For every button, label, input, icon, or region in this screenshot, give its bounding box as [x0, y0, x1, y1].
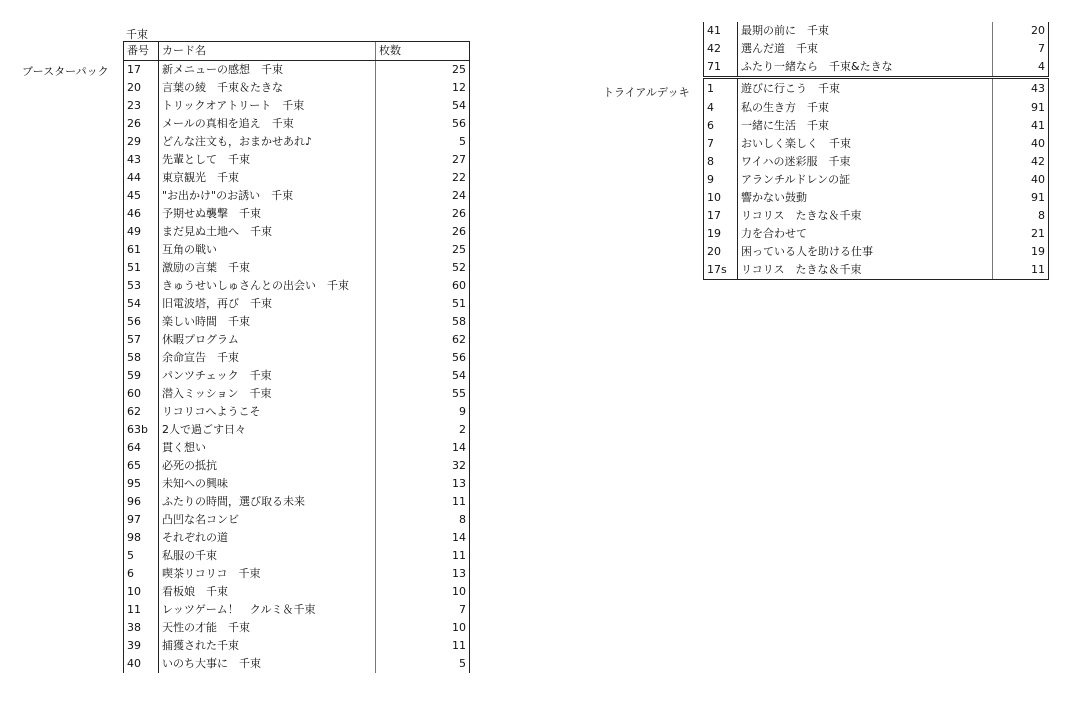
- card-name: まだ見ぬ土地へ 千束: [159, 223, 376, 241]
- card-count: 11: [993, 261, 1049, 280]
- card-name: 休暇プログラム: [159, 331, 376, 349]
- card-name: 天性の才能 千束: [159, 619, 376, 637]
- card-count: 42: [993, 153, 1049, 171]
- card-number: 54: [124, 295, 159, 313]
- card-number: 43: [124, 151, 159, 169]
- card-name: 私の生き方 千束: [738, 99, 993, 117]
- booster-card-table: [123, 41, 470, 673]
- card-number: 65: [124, 457, 159, 475]
- table-row: [124, 295, 470, 313]
- table-row: [124, 277, 470, 295]
- card-name: 選んだ道 千束: [738, 40, 993, 58]
- card-name: 私服の千束: [159, 547, 376, 565]
- table-row: [124, 349, 470, 367]
- card-count: 11: [376, 547, 470, 565]
- card-number: 63b: [124, 421, 159, 439]
- card-number: 20: [704, 243, 738, 261]
- card-number: 7: [704, 135, 738, 153]
- card-count: 41: [993, 117, 1049, 135]
- table-row: [704, 99, 1049, 117]
- card-count: 91: [993, 189, 1049, 207]
- table-row: [124, 97, 470, 115]
- card-name: いのち大事に 千束: [159, 655, 376, 673]
- table-row: [124, 547, 470, 565]
- table-row: [124, 439, 470, 457]
- card-number: 56: [124, 313, 159, 331]
- card-number: 44: [124, 169, 159, 187]
- card-count: 9: [376, 403, 470, 421]
- card-name: リコリス たきな＆千束: [738, 207, 993, 225]
- card-number: 17s: [704, 261, 738, 280]
- card-count: 11: [376, 493, 470, 511]
- card-count: 14: [376, 529, 470, 547]
- card-name: リコリコへようこそ: [159, 403, 376, 421]
- card-count: 54: [376, 367, 470, 385]
- card-name: 新メニューの感想 千束: [159, 61, 376, 80]
- card-name: パンツチェック 千束: [159, 367, 376, 385]
- card-name: 旧電波塔，再び 千束: [159, 295, 376, 313]
- card-name: どんな注文も，おまかせあれ♪: [159, 133, 376, 151]
- card-name: ふたりの時間，選び取る未来: [159, 493, 376, 511]
- card-name: 先輩として 千束: [159, 151, 376, 169]
- card-count: 8: [376, 511, 470, 529]
- section-label-booster: ブースターパック: [22, 65, 109, 78]
- table-row: [704, 243, 1049, 261]
- card-count: 52: [376, 259, 470, 277]
- table-row: [124, 511, 470, 529]
- table-row: [124, 601, 470, 619]
- table-row: [704, 78, 1049, 100]
- card-number: 58: [124, 349, 159, 367]
- card-name: "お出かけ"のお誘い 千束: [159, 187, 376, 205]
- table-row: [124, 583, 470, 601]
- card-name: 余命宣告 千束: [159, 349, 376, 367]
- table-row: [124, 313, 470, 331]
- card-number: 17: [124, 61, 159, 80]
- card-name: おいしく楽しく 千束: [738, 135, 993, 153]
- card-name: 遊びに行こう 千束: [738, 78, 993, 100]
- card-name: 潜入ミッション 千束: [159, 385, 376, 403]
- card-name: 困っている人を助ける仕事: [738, 243, 993, 261]
- table-row: [124, 493, 470, 511]
- card-name: 一緒に生活 千束: [738, 117, 993, 135]
- card-name: 響かない鼓動: [738, 189, 993, 207]
- card-name: ふたり一緒なら 千束&たきな: [738, 58, 993, 78]
- card-count: 56: [376, 349, 470, 367]
- card-count: 7: [993, 40, 1049, 58]
- header-count: 枚数: [376, 42, 470, 61]
- card-number: 59: [124, 367, 159, 385]
- header-card-name: カード名: [159, 42, 376, 61]
- table-row: [124, 565, 470, 583]
- table-row: [124, 619, 470, 637]
- card-name: 東京観光 千束: [159, 169, 376, 187]
- card-count: 4: [993, 58, 1049, 78]
- card-count: 40: [993, 135, 1049, 153]
- card-number: 64: [124, 439, 159, 457]
- header-number: 番号: [124, 42, 159, 61]
- card-name: 予期せぬ襲撃 千束: [159, 205, 376, 223]
- table-row: [124, 331, 470, 349]
- card-count: 21: [993, 225, 1049, 243]
- table-row: [124, 637, 470, 655]
- table-row: [704, 261, 1049, 280]
- card-count: 54: [376, 97, 470, 115]
- card-number: 51: [124, 259, 159, 277]
- card-name: 2人で過ごす日々: [159, 421, 376, 439]
- table-row: [124, 151, 470, 169]
- card-name: 楽しい時間 千束: [159, 313, 376, 331]
- card-name: きゅうせいしゅさんとの出会い 千束: [159, 277, 376, 295]
- card-number: 6: [124, 565, 159, 583]
- card-number: 38: [124, 619, 159, 637]
- card-name: メールの真相を追え 千束: [159, 115, 376, 133]
- card-number: 4: [704, 99, 738, 117]
- card-name: ワイハの迷彩服 千束: [738, 153, 993, 171]
- card-number: 53: [124, 277, 159, 295]
- table-row: [124, 403, 470, 421]
- card-name: 力を合わせて: [738, 225, 993, 243]
- card-number: 11: [124, 601, 159, 619]
- table-row: [124, 475, 470, 493]
- card-number: 1: [704, 78, 738, 100]
- card-count: 26: [376, 205, 470, 223]
- card-name: アランチルドレンの証: [738, 171, 993, 189]
- card-number: 9: [704, 171, 738, 189]
- card-count: 62: [376, 331, 470, 349]
- card-count: 8: [993, 207, 1049, 225]
- card-number: 20: [124, 79, 159, 97]
- card-name: 最期の前に 千束: [738, 22, 993, 40]
- table-row: [124, 187, 470, 205]
- card-number: 46: [124, 205, 159, 223]
- table-row: [704, 189, 1049, 207]
- sheet-title: 千束: [126, 28, 148, 41]
- card-count: 55: [376, 385, 470, 403]
- card-count: 40: [993, 171, 1049, 189]
- card-number: 98: [124, 529, 159, 547]
- card-count: 19: [993, 243, 1049, 261]
- card-count: 25: [376, 241, 470, 259]
- card-name: リコリス たきな＆千束: [738, 261, 993, 280]
- card-number: 60: [124, 385, 159, 403]
- card-count: 22: [376, 169, 470, 187]
- card-count: 13: [376, 565, 470, 583]
- card-number: 41: [704, 22, 738, 40]
- table-row: [124, 79, 470, 97]
- card-count: 51: [376, 295, 470, 313]
- card-number: 17: [704, 207, 738, 225]
- card-name: 未知への興味: [159, 475, 376, 493]
- section-label-trial: トライアルデッキ: [603, 86, 690, 99]
- table-row: [704, 153, 1049, 171]
- table-row: [704, 40, 1049, 58]
- table-row: [704, 58, 1049, 78]
- card-count: 58: [376, 313, 470, 331]
- card-count: 10: [376, 619, 470, 637]
- card-name: 必死の抵抗: [159, 457, 376, 475]
- card-count: 91: [993, 99, 1049, 117]
- trial-card-table: [703, 22, 1049, 280]
- card-name: 凸凹な名コンビ: [159, 511, 376, 529]
- card-count: 10: [376, 583, 470, 601]
- card-number: 23: [124, 97, 159, 115]
- card-count: 26: [376, 223, 470, 241]
- card-count: 5: [376, 655, 470, 673]
- table-row: [704, 135, 1049, 153]
- table-row: [124, 133, 470, 151]
- card-count: 32: [376, 457, 470, 475]
- card-number: 10: [704, 189, 738, 207]
- card-name: それぞれの道: [159, 529, 376, 547]
- card-number: 96: [124, 493, 159, 511]
- card-count: 7: [376, 601, 470, 619]
- card-name: 貫く想い: [159, 439, 376, 457]
- card-number: 8: [704, 153, 738, 171]
- card-count: 27: [376, 151, 470, 169]
- table-row: [124, 529, 470, 547]
- card-count: 14: [376, 439, 470, 457]
- table-row: [124, 115, 470, 133]
- card-number: 10: [124, 583, 159, 601]
- card-number: 26: [124, 115, 159, 133]
- table-row: [124, 457, 470, 475]
- table-row: [124, 259, 470, 277]
- card-count: 24: [376, 187, 470, 205]
- table-row: [124, 421, 470, 439]
- card-number: 71: [704, 58, 738, 78]
- table-header-row: [124, 42, 470, 61]
- card-number: 97: [124, 511, 159, 529]
- card-number: 61: [124, 241, 159, 259]
- card-count: 56: [376, 115, 470, 133]
- card-name: 言葉の綾 千束＆たきな: [159, 79, 376, 97]
- table-row: [124, 367, 470, 385]
- card-number: 42: [704, 40, 738, 58]
- card-number: 95: [124, 475, 159, 493]
- card-name: トリックオアトリート 千束: [159, 97, 376, 115]
- table-row: [124, 241, 470, 259]
- card-count: 5: [376, 133, 470, 151]
- card-number: 29: [124, 133, 159, 151]
- table-row: [124, 385, 470, 403]
- table-row: [124, 223, 470, 241]
- card-number: 40: [124, 655, 159, 673]
- card-number: 19: [704, 225, 738, 243]
- card-name: 喫茶リコリコ 千束: [159, 565, 376, 583]
- table-row: [704, 117, 1049, 135]
- card-count: 60: [376, 277, 470, 295]
- card-count: 2: [376, 421, 470, 439]
- card-count: 12: [376, 79, 470, 97]
- card-name: 互角の戦い: [159, 241, 376, 259]
- table-row: [124, 61, 470, 80]
- card-count: 11: [376, 637, 470, 655]
- card-name: 看板娘 千束: [159, 583, 376, 601]
- table-row: [704, 225, 1049, 243]
- table-row: [124, 655, 470, 673]
- card-name: 激励の言葉 千束: [159, 259, 376, 277]
- table-row: [704, 207, 1049, 225]
- card-number: 6: [704, 117, 738, 135]
- card-count: 20: [993, 22, 1049, 40]
- table-row: [124, 205, 470, 223]
- card-name: 捕獲された千束: [159, 637, 376, 655]
- card-number: 39: [124, 637, 159, 655]
- card-count: 13: [376, 475, 470, 493]
- card-count: 43: [993, 78, 1049, 100]
- card-count: 25: [376, 61, 470, 80]
- card-number: 45: [124, 187, 159, 205]
- table-row: [704, 171, 1049, 189]
- table-row: [704, 22, 1049, 40]
- card-number: 5: [124, 547, 159, 565]
- card-name: レッツゲーム！ クルミ＆千束: [159, 601, 376, 619]
- card-number: 57: [124, 331, 159, 349]
- card-number: 62: [124, 403, 159, 421]
- table-row: [124, 169, 470, 187]
- card-number: 49: [124, 223, 159, 241]
